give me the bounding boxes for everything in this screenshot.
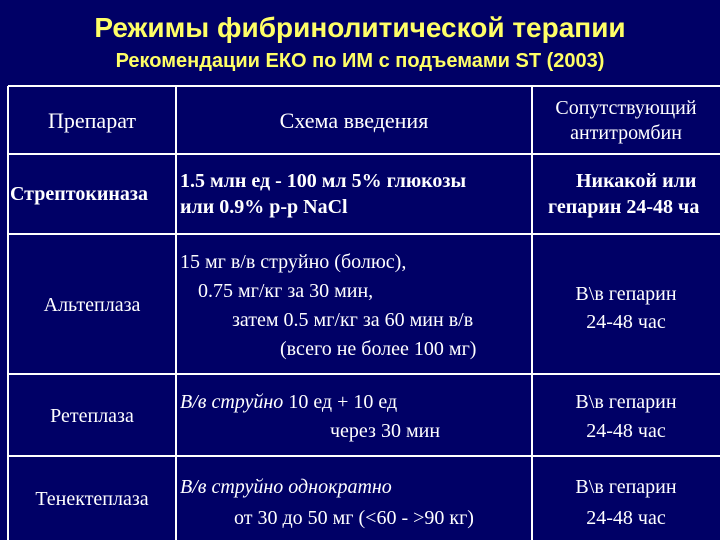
row3-regimen-italic: В/в струйно <box>180 391 284 413</box>
row3-regimen-text: 10 ед + 10 ед <box>283 391 398 413</box>
row3-antithrombin-line2: 24-48 час <box>586 420 666 442</box>
row1-antithrombin <box>548 168 699 220</box>
row1-antithrombin-line2: гепарин 24-48 ча <box>548 196 700 218</box>
row3-drug: Ретеплаза <box>50 405 134 427</box>
row2-regimen <box>180 248 476 364</box>
row2-regimen-line2: 0.75 мг/кг за 30 мин, <box>198 280 374 302</box>
row2-antithrombin-line1: В\в гепарин <box>575 283 677 305</box>
row2-antithrombin <box>532 280 720 336</box>
header-drug: Препарат <box>48 108 136 133</box>
header-antithrombin-line1: Сопутствующий <box>555 97 697 119</box>
row4-antithrombin-line2: 24-48 час <box>586 507 666 529</box>
header-antithrombin <box>532 96 720 146</box>
row3-antithrombin-line1: В\в гепарин <box>575 391 677 413</box>
row1-drug: Стрептокиназа <box>10 183 148 205</box>
row3-antithrombin <box>532 388 720 446</box>
row3-regimen-line2: через 30 мин <box>330 420 441 442</box>
row1-regimen-line1: 1.5 млн ед - 100 мл 5% глюкозы <box>180 170 467 192</box>
row2-regimen-line3: затем 0.5 мг/кг за 60 мин в/в <box>232 309 474 331</box>
header-antithrombin-line2: антитромбин <box>570 122 682 144</box>
row1-regimen <box>180 168 466 220</box>
row2-regimen-line1: 15 мг в/в струйно (болюс), <box>180 251 407 273</box>
row4-regimen-line2: от 30 до 50 мг (<60 - >90 кг) <box>234 507 474 529</box>
row4-regimen <box>180 472 474 534</box>
row2-regimen-line4: (всего не более 100 мг) <box>280 338 477 360</box>
header-regimen: Схема введения <box>279 108 429 133</box>
row1-antithrombin-line1: Никакой или <box>576 170 697 192</box>
row2-antithrombin-line2: 24-48 час <box>586 311 666 333</box>
row3-regimen <box>180 388 440 446</box>
row4-regimen-line1: В/в струйно однократно <box>180 476 392 498</box>
row4-antithrombin <box>532 472 720 534</box>
slide-title: Режимы фибринолитической терапии <box>94 12 626 43</box>
row3-regimen-line1 <box>180 388 440 417</box>
row4-drug: Тенектеплаза <box>35 488 149 510</box>
slide-subtitle: Рекомендации ЕКО по ИМ с подъемами ST (2003) <box>115 50 605 72</box>
row4-antithrombin-line1: В\в гепарин <box>575 476 677 498</box>
row2-drug: Альтеплаза <box>43 294 141 316</box>
row1-regimen-line2: или 0.9% р-р NaCl <box>180 196 348 218</box>
